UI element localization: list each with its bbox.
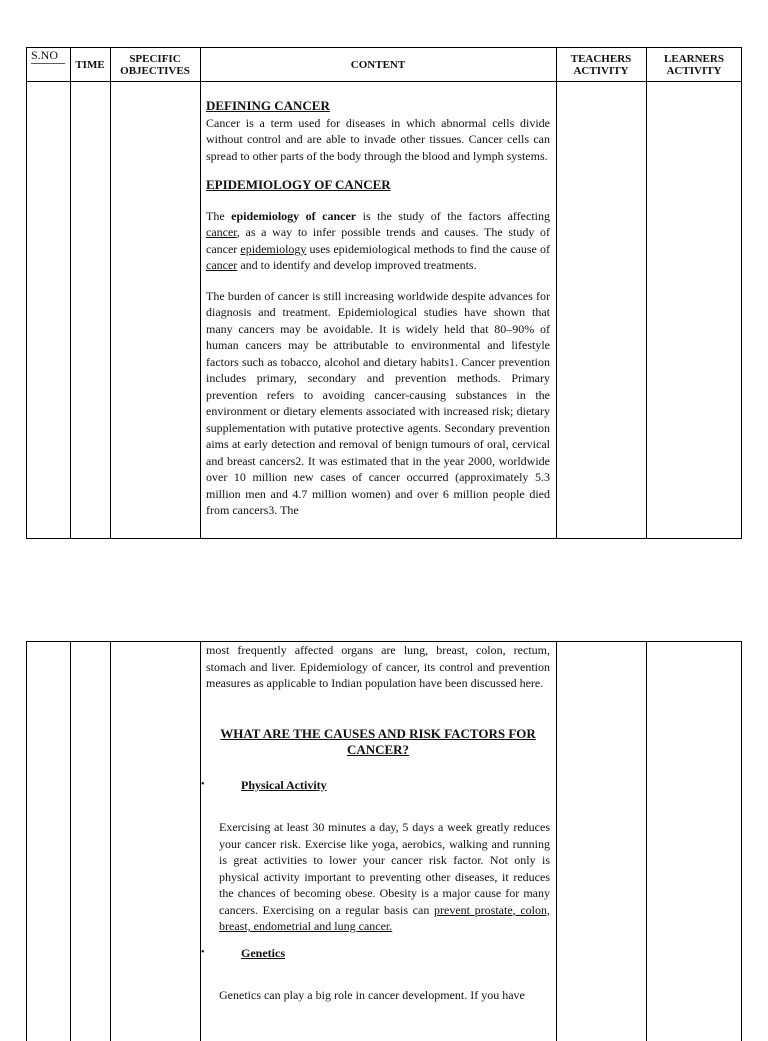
content-cell-page-1	[206, 98, 550, 519]
header-sno-label: S.NO	[31, 48, 59, 62]
defining-cancer-text: Cancer is a term used for diseases in which abnormal cells divide without control and are able to invade other tissues. Cancer cells can spread to other parts of the body through the blood and lymph systems.	[206, 115, 550, 163]
header-teachers-activity	[556, 48, 646, 81]
column-divider	[110, 642, 111, 1041]
epidemiology-paragraph	[206, 208, 550, 274]
header-learners-line1: LEARNERS	[664, 52, 724, 65]
header-learners-activity	[646, 48, 742, 81]
header-learners-line2: ACTIVITY	[666, 64, 722, 77]
text-run: The	[206, 208, 232, 223]
bold-term: epidemiology of cancer	[231, 208, 357, 223]
header-sno	[27, 48, 70, 81]
text-run: , as a way to infer possible trends and causes. The study of cancer	[206, 225, 550, 256]
burden-paragraph: The burden of cancer is still increasing worldwide despite advances for diagnosis and treatment. Epidemiological studies have shown that many cancers may be avoidable. It is widely held that 80–90% of human cancers may be attributable to environmental and lifestyle factors such as tobacco, alcohol and dietary habits1. Cancer prevention includes primary, secondary and prevention methods. Primary prevention refers to avoiding cancer-causing substances in the environment or dietary elements associated with increased risk; dietary supplementation with putative protective agents. Secondary prevention aims at early detection and removal of benign tumours of oral, cervical and breast cancers2. It was estimated that in the year 2000, worldwide over 10 million new cases of cancer occurred (approximately 5.3 million men and 4.7 million women) and over 6 million people died from cancers3. The	[206, 288, 550, 517]
causes-heading: WHAT ARE THE CAUSES AND RISK FACTORS FOR CANCER?	[220, 725, 536, 757]
bullet-physical-activity	[201, 777, 550, 794]
column-divider	[646, 642, 647, 1041]
genetics-text: Genetics can play a big role in cancer development. If you have	[219, 988, 525, 1002]
column-divider	[200, 48, 201, 538]
continued-paragraph: most frequently affected organs are lung, breast, colon, rectum, stomach and liver. Epidemiology of cancer, its control and prevention measures as applicable to Indian population have been discussed here.	[206, 643, 550, 690]
column-divider	[200, 642, 201, 1041]
header-divider	[27, 81, 741, 82]
cancer-link[interactable]: cancer	[206, 258, 238, 272]
header-teachers-line1: TEACHERS	[570, 52, 632, 65]
epidemiology-link[interactable]: epidemiology	[240, 241, 307, 256]
header-objectives-line1: SPECIFIC	[129, 52, 181, 65]
underlined-text: prevent prostate, colon, breast, endometrial and lung cancer.	[219, 902, 550, 933]
text-run: is the study of the factors affecting	[356, 208, 550, 223]
column-divider	[556, 48, 557, 538]
bullet-genetics	[201, 945, 550, 962]
text-run: and to identify and develop improved treatments.	[237, 258, 477, 272]
header-objectives	[110, 48, 200, 81]
lesson-table-page-1	[26, 47, 742, 539]
sno-underline	[31, 63, 65, 64]
text-run: uses epidemiological methods to find the cause of	[306, 241, 550, 256]
physical-activity-text	[206, 819, 550, 935]
header-time: TIME	[75, 58, 105, 71]
epidemiology-heading: EPIDEMIOLOGY OF CANCER	[206, 177, 391, 192]
text-run: Exercising at least 30 minutes a day, 5 days a week greatly reduces your cancer risk. Exercise like yoga, aerobics, walking and running is great activities to lower your cancer risk factor. Not only is physical activity important to preventing other diseases, it reduces the chances of becoming obese. Obesity is a major cause for many cancers. Exercising on a regular basis can	[219, 820, 550, 917]
header-content: CONTENT	[350, 58, 406, 71]
bullet-icon: •	[201, 946, 205, 958]
column-divider	[70, 48, 71, 538]
header-teachers-line2: ACTIVITY	[573, 64, 629, 77]
column-divider	[70, 642, 71, 1041]
cancer-link[interactable]: cancer	[206, 225, 237, 239]
bullet-icon: •	[201, 778, 205, 790]
lesson-table-page-2	[26, 641, 742, 1041]
column-divider	[646, 48, 647, 538]
defining-cancer-heading: DEFINING CANCER	[206, 98, 330, 113]
physical-activity-heading: Physical Activity	[241, 777, 327, 792]
genetics-heading: Genetics	[241, 945, 285, 960]
header-objectives-line2: OBJECTIVES	[120, 64, 190, 77]
column-divider	[556, 642, 557, 1041]
column-divider	[110, 48, 111, 538]
content-cell-page-2	[201, 642, 550, 1004]
